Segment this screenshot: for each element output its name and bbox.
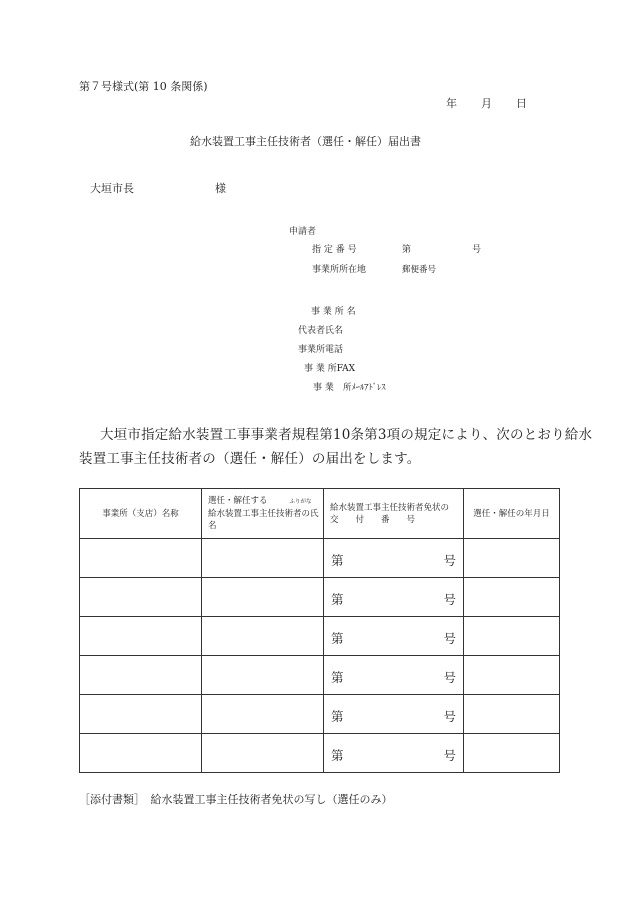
email-label-a: 事 業	[313, 383, 334, 393]
address-label: 事業所所在地	[312, 265, 367, 275]
date-cell[interactable]	[464, 695, 560, 734]
header-engineer-line2: 給水装置工事主任技術者の氏名	[208, 509, 319, 531]
phone-label: 事業所電話	[298, 345, 344, 355]
engineer-name-cell[interactable]	[202, 695, 324, 734]
office-cell[interactable]	[80, 539, 202, 578]
engineer-name-cell[interactable]	[202, 539, 324, 578]
license-suffix: 号	[443, 592, 456, 607]
form-number: 第７号様式(第 10 条関係)	[79, 80, 208, 93]
body-line-2: 装置工事主任技術者の（選任・解任）の届出をします。	[79, 451, 421, 467]
designation-prefix: 第	[402, 245, 412, 255]
table-row	[80, 656, 560, 695]
date-day-label: 日	[516, 97, 527, 110]
header-engineer	[202, 489, 324, 539]
office-cell[interactable]	[80, 734, 202, 773]
addressee-name: 大垣市長	[90, 182, 134, 195]
license-number-cell[interactable]	[324, 695, 464, 734]
license-prefix: 第	[331, 709, 344, 724]
header-license-line1: 給水装置工事主任技術者免状の	[330, 502, 450, 513]
representative-label: 代表者氏名	[298, 326, 344, 336]
header-date	[464, 489, 560, 539]
license-number-cell[interactable]	[324, 734, 464, 773]
date-cell[interactable]	[464, 617, 560, 656]
license-number-cell[interactable]	[324, 656, 464, 695]
license-suffix: 号	[443, 631, 456, 646]
document-title: 給水装置工事主任技術者（選任・解任）届出書	[190, 135, 421, 148]
license-prefix: 第	[331, 592, 344, 607]
date-month-label: 月	[481, 97, 492, 110]
engineer-table	[79, 488, 560, 773]
license-number-cell[interactable]	[324, 578, 464, 617]
date-cell[interactable]	[464, 578, 560, 617]
date-cell[interactable]	[464, 656, 560, 695]
engineer-name-cell[interactable]	[202, 656, 324, 695]
applicant-label: 申請者	[289, 227, 317, 237]
office-cell[interactable]	[80, 578, 202, 617]
license-prefix: 第	[331, 631, 344, 646]
date-cell[interactable]	[464, 539, 560, 578]
table-header-row	[80, 489, 560, 539]
table-row	[80, 734, 560, 773]
date-year-label: 年	[446, 97, 457, 110]
license-suffix: 号	[443, 748, 456, 763]
license-suffix: 号	[443, 709, 456, 724]
license-suffix: 号	[443, 670, 456, 685]
license-prefix: 第	[331, 553, 344, 568]
license-prefix: 第	[331, 670, 344, 685]
table-row	[80, 539, 560, 578]
license-suffix: 号	[443, 553, 456, 568]
header-office	[80, 489, 202, 539]
engineer-name-cell[interactable]	[202, 578, 324, 617]
header-license	[324, 489, 464, 539]
header-date-text: 選任・解任の年月日	[473, 508, 550, 519]
office-cell[interactable]	[80, 617, 202, 656]
date-cell[interactable]	[464, 734, 560, 773]
designation-suffix: 号	[472, 245, 482, 255]
email-label-b: 所ﾒｰﾙｱﾄﾞﾚｽ	[343, 383, 386, 393]
postal-label: 郵便番号	[402, 265, 437, 275]
header-license-line2: 交 付 番 号	[330, 514, 416, 525]
office-name-label: 事 業 所 名	[311, 307, 356, 317]
table-row	[80, 578, 560, 617]
engineer-name-cell[interactable]	[202, 617, 324, 656]
office-cell[interactable]	[80, 656, 202, 695]
attachment-note: ［添付書類］ 給水装置工事主任技術者免状の写し（選任のみ）	[79, 793, 393, 806]
license-number-cell[interactable]	[324, 539, 464, 578]
table-row	[80, 695, 560, 734]
header-engineer-furigana: ふりがな	[289, 499, 312, 505]
fax-label: 事 業 所FAX	[304, 364, 356, 374]
office-cell[interactable]	[80, 695, 202, 734]
body-line-1: 大垣市指定給水装置工事事業者規程第10条第3項の規定により、次のとおり給水	[100, 427, 593, 443]
license-number-cell[interactable]	[324, 617, 464, 656]
addressee-honorific: 様	[215, 182, 226, 195]
engineer-name-cell[interactable]	[202, 734, 324, 773]
header-engineer-line1: 選任・解任する	[208, 496, 268, 506]
designation-label: 指 定 番 号	[312, 245, 357, 255]
table-row	[80, 617, 560, 656]
license-prefix: 第	[331, 748, 344, 763]
header-office-text: 事業所（支店）名称	[102, 508, 179, 519]
